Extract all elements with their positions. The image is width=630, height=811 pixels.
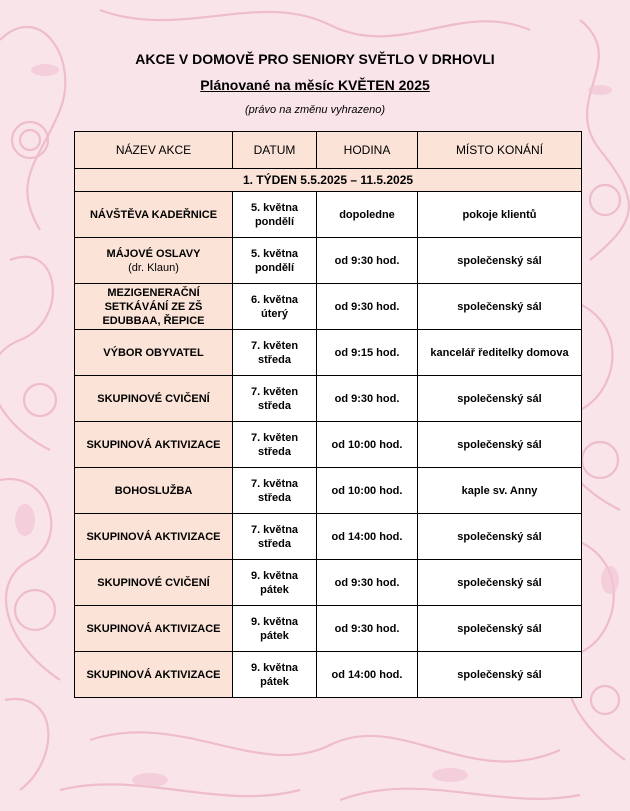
event-date (233, 652, 317, 698)
event-place: kancelář ředitelky domova (418, 330, 582, 376)
week-label: 1. TÝDEN 5.5.2025 – 11.5.2025 (75, 169, 582, 192)
event-place: společenský sál (418, 514, 582, 560)
event-place: pokoje klientů (418, 192, 582, 238)
event-day-text: úterý (261, 307, 288, 320)
table-row (75, 330, 582, 376)
event-date-text: 7. květen (250, 385, 299, 398)
event-date (233, 606, 317, 652)
event-date-text: 5. května (250, 201, 299, 214)
table-row (75, 284, 582, 330)
event-date (233, 422, 317, 468)
event-name-text: SKUPINOVÁ AKTIVIZACE (86, 622, 221, 635)
event-day-text: pátek (260, 583, 289, 596)
table-row (75, 468, 582, 514)
event-place: kaple sv. Anny (418, 468, 582, 514)
table-row (75, 422, 582, 468)
event-date-text: 9. května (250, 615, 299, 628)
event-day-text: pondělí (254, 215, 295, 228)
event-day-text: středa (257, 445, 292, 458)
event-time: od 10:00 hod. (317, 468, 418, 514)
event-time: od 9:30 hod. (317, 284, 418, 330)
event-place: společenský sál (418, 652, 582, 698)
event-date (233, 560, 317, 606)
event-date-text: 7. květen (250, 431, 299, 444)
table-row (75, 606, 582, 652)
event-name-text: MEZIGENERAČNÍ SETKÁVÁNÍ ZE ZŠ EDUBBAA, ŘEPICE (102, 286, 205, 327)
event-day-text: pondělí (254, 261, 295, 274)
events-table (74, 131, 582, 698)
event-time: od 9:30 hod. (317, 238, 418, 284)
event-name (75, 192, 233, 238)
event-date-text: 7. květen (250, 339, 299, 352)
event-name (75, 422, 233, 468)
event-time: dopoledne (317, 192, 418, 238)
event-name-text: MÁJOVÉ OSLAVY (106, 247, 201, 260)
event-name-text: SKUPINOVÁ AKTIVIZACE (86, 668, 221, 681)
event-date-text: 9. května (250, 569, 299, 582)
event-name-text: SKUPINOVÉ CVIČENÍ (97, 576, 210, 589)
event-name (75, 652, 233, 698)
page-subtitle (0, 77, 630, 93)
event-name-text: SKUPINOVÉ CVIČENÍ (97, 392, 210, 405)
event-day-text: středa (257, 353, 292, 366)
event-date-text: 6. května (250, 293, 299, 306)
event-time: od 10:00 hod. (317, 422, 418, 468)
event-date-text: 5. května (250, 247, 299, 260)
event-place: společenský sál (418, 284, 582, 330)
event-time: od 9:30 hod. (317, 606, 418, 652)
event-day-text: pátek (260, 629, 289, 642)
page-title: AKCE V DOMOVĚ PRO SENIORY SVĚTLO V DRHOVLI (135, 51, 495, 67)
event-date-text: 7. května (250, 477, 299, 490)
disclaimer-note: (právo na změnu vyhrazeno) (244, 104, 385, 116)
table-row (75, 192, 582, 238)
table-row (75, 376, 582, 422)
event-name-subtext: (dr. Klaun) (128, 261, 179, 274)
event-name-text: VÝBOR OBYVATEL (103, 346, 204, 359)
event-date (233, 284, 317, 330)
event-time: od 9:30 hod. (317, 376, 418, 422)
event-date (233, 376, 317, 422)
event-name-text: SKUPINOVÁ AKTIVIZACE (86, 530, 221, 543)
event-name-text: NÁVŠTĚVA KADEŘNICE (89, 208, 218, 221)
event-day-text: středa (257, 491, 292, 504)
event-name (75, 330, 233, 376)
column-header-place: MÍSTO KONÁNÍ (418, 132, 582, 169)
event-day-text: středa (257, 537, 292, 550)
subtitle-text: Plánované na měsíc KVĚTEN 2025 (200, 77, 430, 93)
column-header-time: HODINA (317, 132, 418, 169)
event-name (75, 468, 233, 514)
event-day-text: pátek (260, 675, 289, 688)
event-date (233, 192, 317, 238)
event-place: společenský sál (418, 376, 582, 422)
column-header-date: DATUM (233, 132, 317, 169)
event-place: společenský sál (418, 422, 582, 468)
event-name (75, 284, 233, 330)
event-date (233, 238, 317, 284)
table-row (75, 238, 582, 284)
table-row (75, 514, 582, 560)
event-date-text: 7. května (250, 523, 299, 536)
event-name (75, 376, 233, 422)
event-name-text: BOHOSLUŽBA (114, 484, 193, 497)
table-row (75, 560, 582, 606)
week-row (75, 169, 582, 192)
event-date-text: 9. května (250, 661, 299, 674)
event-place: společenský sál (418, 606, 582, 652)
event-name (75, 514, 233, 560)
event-date (233, 514, 317, 560)
event-time: od 9:30 hod. (317, 560, 418, 606)
event-day-text: středa (257, 399, 292, 412)
event-name-text: SKUPINOVÁ AKTIVIZACE (86, 438, 221, 451)
column-header-name: NÁZEV AKCE (75, 132, 233, 169)
event-name (75, 560, 233, 606)
event-place: společenský sál (418, 238, 582, 284)
event-time: od 9:15 hod. (317, 330, 418, 376)
event-place: společenský sál (418, 560, 582, 606)
event-name (75, 238, 233, 284)
event-date (233, 330, 317, 376)
table-row (75, 652, 582, 698)
event-time: od 14:00 hod. (317, 652, 418, 698)
event-time: od 14:00 hod. (317, 514, 418, 560)
event-name (75, 606, 233, 652)
event-date (233, 468, 317, 514)
table-header-row (75, 132, 582, 169)
